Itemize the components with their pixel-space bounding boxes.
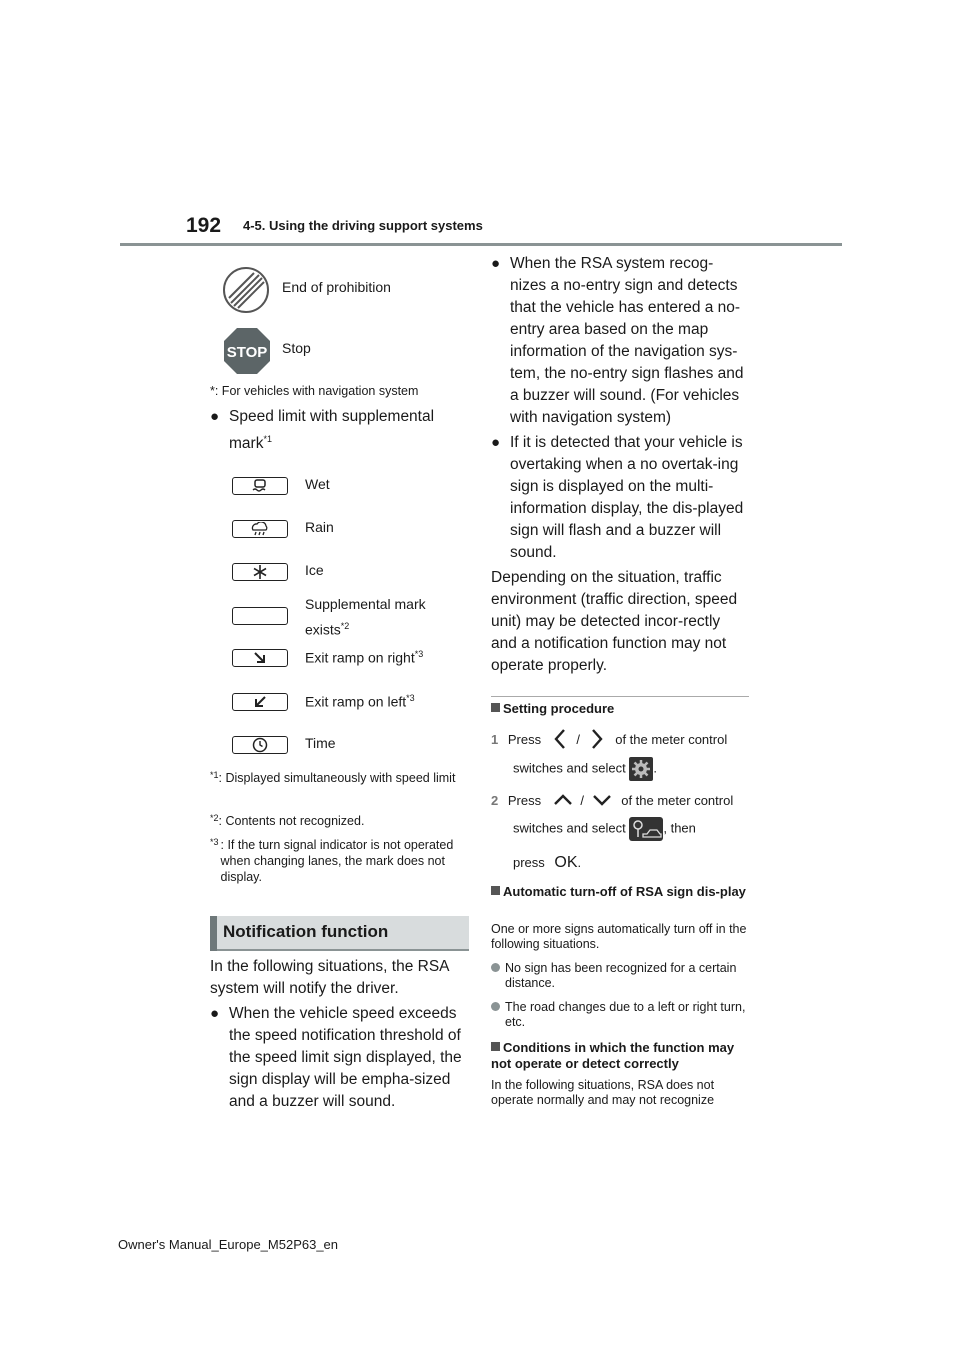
step-1-slash: / [576, 732, 580, 747]
plate-sup-supplemental: *2 [340, 621, 350, 631]
plate-label-exit-right [305, 649, 423, 666]
chevron-down-icon [592, 794, 612, 806]
step-2-end: . [577, 855, 582, 870]
sign-label-end-of-prohibition: End of prohibition [282, 279, 391, 295]
plate-label-exit-left-text: Exit ramp on left [305, 693, 407, 710]
step-2-then: , then [663, 820, 696, 836]
plate-label-rain: Rain [305, 519, 334, 535]
stop-sign-icon [222, 326, 272, 381]
auto-off-heading [491, 884, 749, 900]
end-of-prohibition-icon [222, 266, 270, 319]
exit-ramp-left-icon [232, 693, 288, 711]
notification-bullet-1-text: When the vehicle speed exceeds the speed notification threshold of the speed limit sign displayed, the sign display will be empha-sized and a buzzer will sound. [229, 1005, 462, 1110]
notification-note: Depending on the situation, traffic environment (traffic direction, speed unit) may be detected incor-rectly and a notification function may not operate properly. [491, 569, 738, 674]
conditions-heading-text: Conditions in which the function may not operate or detect correctly [491, 1040, 735, 1071]
sign-label-stop: Stop [282, 340, 311, 356]
square-bullet-icon [491, 1042, 500, 1051]
footnote-2 [210, 813, 468, 829]
notification-bullet-3: ● If it is detected that your vehicle is overtaking when a no overtak-ing sign is displayed on the multi-information display, the dis-played sign will flash and a buzzer will sound. [491, 432, 749, 564]
chevron-left-icon [553, 728, 567, 750]
footnote-3 [210, 837, 468, 885]
notification-heading: Notification function [223, 922, 389, 941]
footnote-2-mark: *2 [210, 813, 219, 823]
auto-off-heading-text: Automatic turn-off of RSA sign dis-play [503, 884, 746, 899]
plate-label-supplemental [305, 593, 445, 641]
bullet-sup: *1 [263, 434, 272, 444]
time-icon [232, 736, 288, 754]
header-rule [120, 243, 842, 246]
step-1-of: of the meter control [615, 732, 728, 747]
plate-label-time: Time [305, 735, 336, 751]
step-1-press: Press [507, 732, 542, 747]
auto-off-intro: One or more signs automatically turn off in the following situations. [491, 922, 747, 951]
footer-text: Owner's Manual_Europe_M52P63_en [118, 1237, 339, 1252]
setting-heading [491, 699, 614, 718]
ok-button-icon: OK [554, 854, 578, 871]
step-2-press: Press [507, 793, 542, 808]
step-2-line-1 [491, 791, 733, 810]
auto-off-bullet-1 [491, 961, 753, 991]
plate-label-wet: Wet [305, 476, 330, 492]
ice-icon [232, 563, 288, 581]
step-1-switches: switches and select [513, 760, 626, 776]
heading-accent-bar [210, 916, 217, 951]
footnote-2-text: : Contents not recognized. [218, 814, 365, 828]
chevron-up-icon [553, 794, 573, 806]
step-2-switches: switches and select [513, 820, 626, 836]
step-1-line-1 [491, 728, 727, 750]
footnote-star: *: For vehicles with navigation system [210, 384, 419, 398]
square-bullet-icon [491, 703, 500, 712]
square-bullet-icon [491, 886, 500, 895]
notification-bullet-1: ● When the vehicle speed exceeds the speed notification threshold of the speed limit sign displayed, the sign display will be empha-sized and a buzzer will sound. [210, 1003, 472, 1113]
footnote-3-text: : If the turn signal indicator is not operated when changing lanes, the mark does not display. [220, 838, 454, 884]
step-1-line-2 [513, 757, 657, 781]
auto-off-bullet-1-text: No sign has been recognized for a certain distance. [505, 961, 737, 990]
footnote-1-mark: *1 [210, 770, 219, 780]
auto-off-bullet-2-text: The road changes due to a left or right turn, etc. [505, 1000, 746, 1029]
step-2-press2: press [513, 855, 545, 870]
auto-off-bullet-2 [491, 1000, 753, 1030]
footnote-1-text: : Displayed simultaneously with speed limit [218, 771, 456, 785]
step-2-of: of the meter control [621, 793, 734, 808]
step-1-end: . [653, 760, 657, 776]
circle-bullet-icon [491, 963, 500, 972]
step-2-slash: / [580, 793, 584, 808]
blank-plate-icon [232, 607, 288, 625]
notification-bullet-2-text: When the RSA system recog-nizes a no-entry sign and detects that the vehicle has entered a no-entry area based on the map information of the navigation sys-tem, the no-entry sign flashes and a buzzer will sound. (For vehicles with navigation system) [510, 255, 744, 426]
rsa-sign-icon [629, 817, 663, 841]
notification-bullet-2: ● When the RSA system recog-nizes a no-entry sign and detects that the vehicle has entered a no-entry area based on the map information of the navigation sys-tem, the no-entry sign flashes and a buzzer will sound. (For vehicles with navigation system) [491, 253, 749, 429]
section-title: 4-5. Using the driving support systems [243, 218, 483, 233]
footnote-1 [210, 770, 468, 786]
bullet-speed-limit-supplemental: ● Speed limit with supplemental mark$^{*1}$ [210, 408, 435, 453]
footnote-3-mark: *3 [210, 837, 219, 847]
setting-heading-text: Setting procedure [503, 701, 615, 716]
plate-label-ice: Ice [305, 562, 324, 578]
notification-bullet-3-text: If it is detected that your vehicle is overtaking when a no overtak-ing sign is displayed on the multi-information display, the dis-played sign will flash and a buzzer will sound. [510, 434, 744, 561]
conditions-text: In the following situations, RSA does not operate normally and may not recognize [491, 1078, 715, 1107]
wet-icon [232, 477, 288, 495]
notification-intro: In the following situations, the RSA system will notify the driver. [210, 958, 449, 997]
circle-bullet-icon [491, 1002, 500, 1011]
step-1-number: 1 [491, 732, 499, 747]
plate-sup-exit-left: *3 [406, 693, 415, 703]
step-2-number: 2 [491, 793, 499, 808]
settings-gear-icon [629, 757, 653, 781]
page-number: 192 [186, 214, 222, 237]
chevron-right-icon [590, 728, 604, 750]
separator [491, 696, 749, 697]
notification-heading-box [210, 916, 469, 951]
bullet-text: Speed limit with supplemental mark [229, 408, 435, 453]
rain-icon [232, 520, 288, 538]
exit-ramp-right-icon [232, 649, 288, 667]
plate-label-exit-left [305, 693, 415, 710]
plate-label-exit-right-text: Exit ramp on right [305, 649, 415, 666]
step-2-line-2 [513, 817, 696, 841]
plate-sup-exit-right: *3 [414, 649, 424, 659]
step-2-line-3 [513, 853, 581, 872]
plate-label-supplemental-text: Supplemental mark exists [305, 596, 426, 638]
conditions-heading [491, 1040, 753, 1072]
stop-sign-text: STOP [226, 344, 268, 361]
